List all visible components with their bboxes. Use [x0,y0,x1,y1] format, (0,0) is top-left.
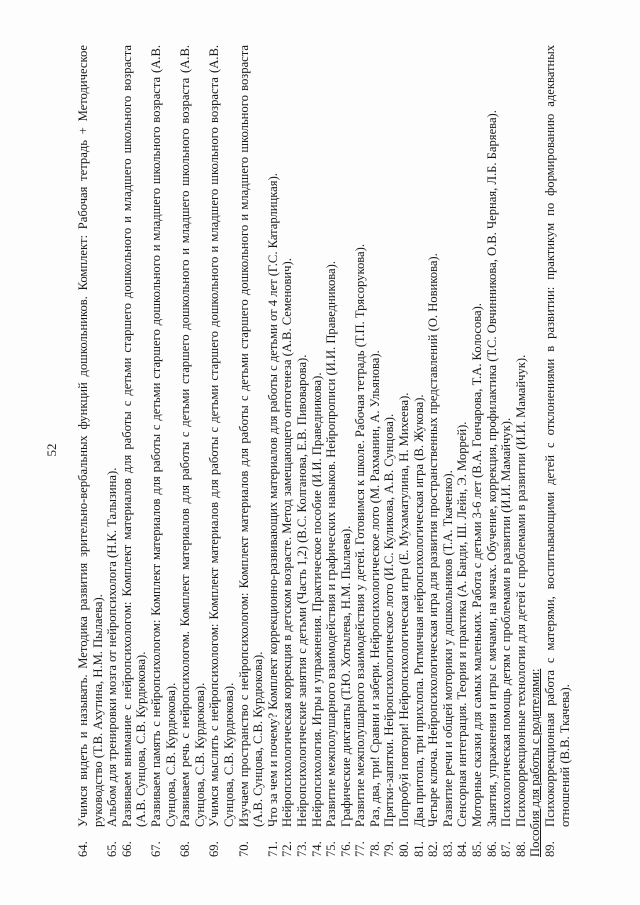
list-item [543,45,572,857]
item-number: 89. [543,841,557,857]
item-text: Развитие межполушарного взаимодействия и графических навыков. Нейропрописи (И.И. Праведникова). [324,261,339,827]
item-text: Прятки-запятки. Нейропсихологическое лото (И.С. Куликова, А.В. Сунцова). [382,413,397,827]
item-text: Нейропсихологическая коррекция в детском возрасте. Метод замещающего онтогенеза (А.В. Семенович). [280,258,295,827]
list-item [514,45,529,857]
item-text: Психологическая помощь детям с проблемами в развитии (И.И. Мамайчук). [499,417,514,827]
item-text: Два притопа, три прихлопа. Ритмичная нейропсихологическая игра (В. Жукова). [411,394,426,827]
item-text: Изучаем пространство с нейропсихологом: Комплект материалов для работы с детьми старшего дошкольного и младшего школьного возраста (А.В. Сунцова, С.В. Курдюкова). [236,45,266,827]
item-number: 87. [499,841,514,857]
item-number: 80. [397,841,412,857]
list-item [470,45,485,857]
item-number: 72. [280,841,295,857]
item-number: 84. [455,841,470,857]
item-number: 79. [382,841,397,857]
list-item [149,45,178,857]
item-text: Развитие речи и общей моторики у дошкольников (Т.А. Ткаченко). [440,470,455,827]
item-number: 86. [484,841,499,857]
item-text: Попробуй повтори! Нейропсихологическая игра (Е. Мухаматулина, Н. Михеева). [397,392,412,827]
item-text: Альбом для тренировки мозга от нейропсихолога (Н.К. Талызина). [105,467,120,827]
item-number: 75. [324,841,339,857]
list-item [295,45,310,857]
item-text: Сенсорная интеграция. Теория и практика (А. Банди, Ш. Лейн, Э. Моррей). [455,421,470,827]
list-item [441,45,456,857]
rotated-page-content [36,25,616,875]
item-number: 77. [353,841,368,857]
list-part-parents [543,45,572,857]
list-item [499,45,514,857]
item-text: Моторные сказки для самых маленьких. Работа с детьми 3-6 лет (В.А. Гончарова, Т.А. Колосова). [470,303,485,827]
list-item [485,45,500,857]
list-item [397,45,412,857]
list-item [76,45,105,857]
item-text: Развиваем речь с нейропсихологом. Комплект материалов для работы с детьми старшего дошкольного и младшего школьного возраста (А.В. Сунцова, С.В. Курдюкова). [178,45,207,827]
item-text: Развиваем внимание с нейропсихологом: Комплект материалов для работы с детьми старшего дошкольного и младшего школьного возраста (А.В. Сунцова, С.В. Курдюкова). [119,45,149,827]
item-text: Развиваем память с нейропсихологом: Комплект материалов для работы с детьми старшего дошкольного и младшего школьного возраста (А.В. Сунцова, С.В. Курдюкова). [148,45,178,827]
item-text: Нейропсихологические занятия с детьми (Часть 1,2) (В.С. Колганова, Е.В. Пивоварова). [294,354,309,827]
item-text: Что за чем и почему? Комплект коррекционно-развивающих материалов для работы с детьми от 4 лет (Г.С. Катарлицкая). [265,173,280,827]
item-number: 88. [513,841,528,857]
list-item [237,45,266,857]
list-item [207,45,236,857]
list-item [324,45,339,857]
item-number: 83. [440,841,455,857]
list-item [280,45,295,857]
item-number: 70. [236,841,251,857]
item-number: 67. [148,841,163,857]
list-item [412,45,427,857]
item-text: Графические диктанты (Т.Ю. Хотылева, Н.М. Пылаева). [338,525,353,827]
list-item [368,45,383,857]
item-number: 65. [105,841,120,857]
item-number: 64. [76,841,90,857]
item-number: 66. [119,841,134,857]
item-text: Нейропсихология. Игры и упражнения. Практическое пособие (И.И. Праведникова). [309,372,324,827]
page-number: 52 [44,443,59,457]
item-text: Развитие межполушарного взаимодействия у детей. Готовимся к школе. Рабочая тетрадь (Т.П. Трясорукова). [353,244,368,827]
item-text: Учимся мыслить с нейропсихологом: Комплект материалов для работы с детьми старшего дошкольного и младшего школьного возраста (А.В. Сунцова, С.В. Курдюкова). [207,45,236,827]
item-number: 73. [294,841,309,857]
item-number: 81. [411,841,426,857]
item-text: Четыре ключа. Нейропсихологическая игра для развития пространственных представлений (О. Новикова). [426,253,441,827]
list-item [353,45,368,857]
list-item [310,45,325,857]
item-number: 76. [338,841,353,857]
list-item [120,45,149,857]
item-number: 68. [178,841,193,857]
list-item [266,45,281,857]
list-item [382,45,397,857]
item-number: 85. [470,841,485,857]
list-item [105,45,120,857]
item-text: Раз, два, три! Сравни и забери. Нейропсихологическое лото (М. Рахманин, А. Ульянова). [367,350,382,827]
list-item [426,45,441,857]
item-text: Психокоррекционные технологии для детей с проблемами в развитии (И.И. Мамайчук). [513,354,528,827]
bibliography-list [76,45,572,857]
list-part-main [76,45,528,857]
section-heading: Пособия для работы с родителями: [528,668,543,857]
list-item [339,45,354,857]
item-text: Психокоррекционная работа с матерями, воспитывающими детей с отклонениями в развитии: практикум по формированию адекватных отношений (В.В. Ткачева). [543,45,572,827]
item-number: 82. [426,841,441,857]
item-number: 69. [207,841,222,857]
item-text: Занятия, упражнения и игры с мячами, на мячах. Обучение, коррекция, профилактика (Т.С. Овчинникова, О.В. Черная, Л.Б. Баряева). [484,110,499,827]
item-number: 78. [367,841,382,857]
list-item [455,45,470,857]
item-text: Учимся видеть и называть. Методика развития зрительно-вербальных функций дошкольников. Комплект: Рабочая тетрадь + Методическое руководство (Т.В. Ахутина, Н.М. Пылаева). [76,45,105,827]
item-number: 74. [309,841,324,857]
list-item [178,45,207,857]
item-number: 71. [265,841,280,857]
